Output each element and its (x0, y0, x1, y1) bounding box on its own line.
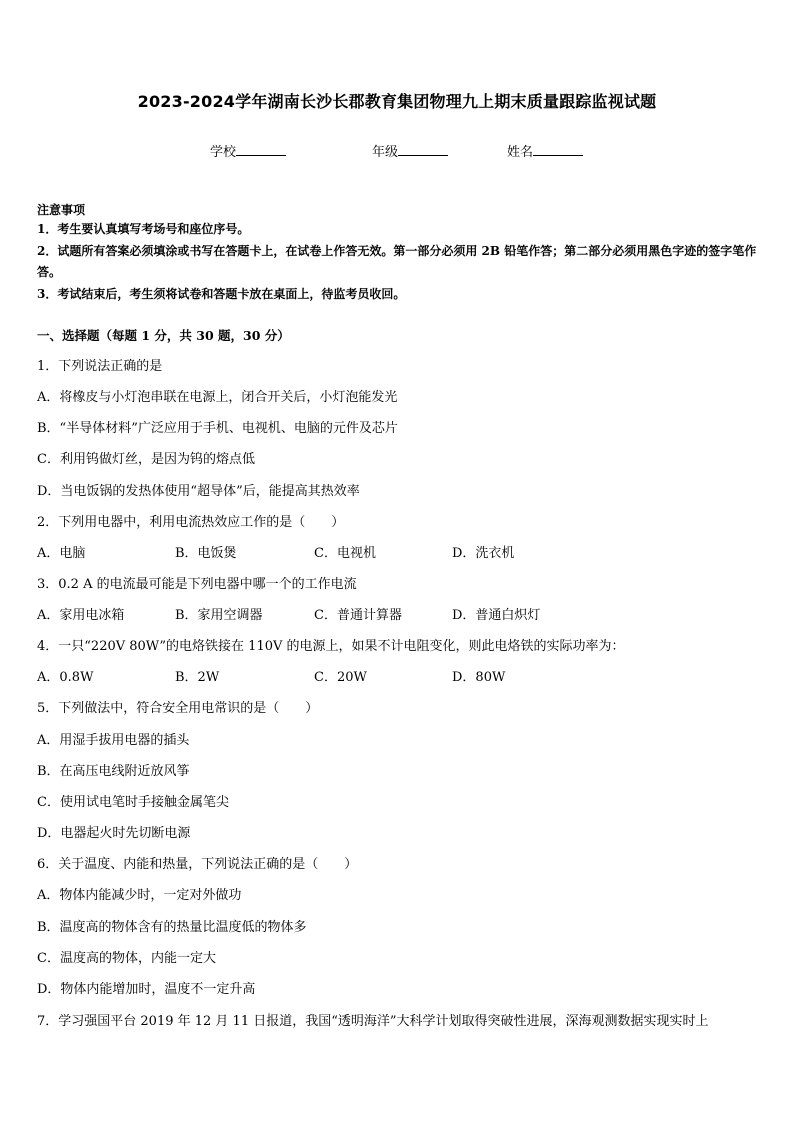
question-stem: 7．学习强国平台 2019 年 12 月 11 日报道，我国“透明海洋”大科学计划取得突破性进展，深海观测数据实现实时上 (37, 1014, 709, 1029)
question-stem: 4．一只“220V 80W”的电烙铁接在 110V 的电源上，如果不计电阻变化，则此电烙铁的实际功率为： (37, 639, 625, 654)
name-label: 姓名 (507, 145, 534, 160)
question-option: C．使用试电笔时手接触金属笔尖 (37, 795, 229, 810)
question-option: A．电脑 (37, 546, 86, 561)
question-option: C．普通计算器 (314, 608, 402, 623)
question-option: D．80W (452, 670, 506, 685)
question-option: D．洗衣机 (452, 546, 515, 561)
question-option: C．20W (314, 670, 367, 685)
question-option: A．物体内能减少时，一定对外做功 (37, 888, 242, 903)
grade-field (372, 141, 448, 160)
question-option: A．0.8W (37, 670, 94, 685)
question-option: A．用湿手拔用电器的插头 (37, 733, 190, 748)
name-blank (533, 143, 583, 156)
question-option: B．温度高的物体含有的热量比温度低的物体多 (37, 920, 307, 935)
question-option: B．2W (175, 670, 220, 685)
notice-item: 3．考试结束后，考生须将试卷和答题卡放在桌面上，待监考员收回。 (37, 287, 406, 301)
question-option: B．在高压电线附近放风筝 (37, 764, 190, 779)
question-option: D．普通白炽灯 (452, 608, 541, 623)
school-label: 学校 (210, 145, 237, 160)
question-option: B．“半导体材料”广泛应用于手机、电视机、电脑的元件及芯片 (37, 421, 398, 436)
question-option: C．温度高的物体，内能一定大 (37, 951, 216, 966)
question-stem: 6．关于温度、内能和热量，下列说法正确的是（ ） (37, 857, 358, 872)
section-heading: 一、选择题（每题 1 分，共 30 题，30 分） (37, 328, 290, 343)
question-option: A．将橡皮与小灯泡串联在电源上，闭合开关后，小灯泡能发光 (37, 390, 398, 405)
question-option: B．家用空调器 (175, 608, 263, 623)
notice-item: 1．考生要认真填写考场号和座位序号。 (37, 222, 250, 236)
notice-item: 2．试题所有答案必须填涂或书写在答题卡上，在试卷上作答无效。第一部分必须用 2B 铅笔作答；第二部分必须用黑色字迹的签字笔作答。 (37, 244, 757, 279)
exam-title: 2023-2024学年湖南长沙长郡教育集团物理九上期末质量跟踪监视试题 (137, 92, 657, 111)
question-option: D．电器起火时先切断电源 (37, 826, 191, 841)
question-stem: 2．下列用电器中，利用电流热效应工作的是（ ） (37, 515, 345, 530)
question-option: D．当电饭锅的发热体使用“超导体”后，能提高其热效率 (37, 484, 360, 499)
question-option: A．家用电冰箱 (37, 608, 125, 623)
question-option: D．物体内能增加时，温度不一定升高 (37, 982, 256, 997)
question-option: C．利用钨做灯丝，是因为钨的熔点低 (37, 452, 255, 467)
grade-label: 年级 (372, 145, 399, 160)
school-blank (236, 143, 286, 156)
notice-title: 注意事项 (37, 203, 86, 217)
question-stem: 5．下列做法中，符合安全用电常识的是（ ） (37, 701, 319, 716)
grade-blank (398, 143, 448, 156)
question-option: C．电视机 (314, 546, 376, 561)
question-option: B．电饭煲 (175, 546, 237, 561)
question-stem: 3．0.2 A 的电流最可能是下列电器中哪一个的工作电流 (37, 577, 357, 592)
name-field (507, 141, 583, 160)
school-field (210, 141, 286, 160)
question-stem: 1．下列说法正确的是 (37, 359, 163, 374)
